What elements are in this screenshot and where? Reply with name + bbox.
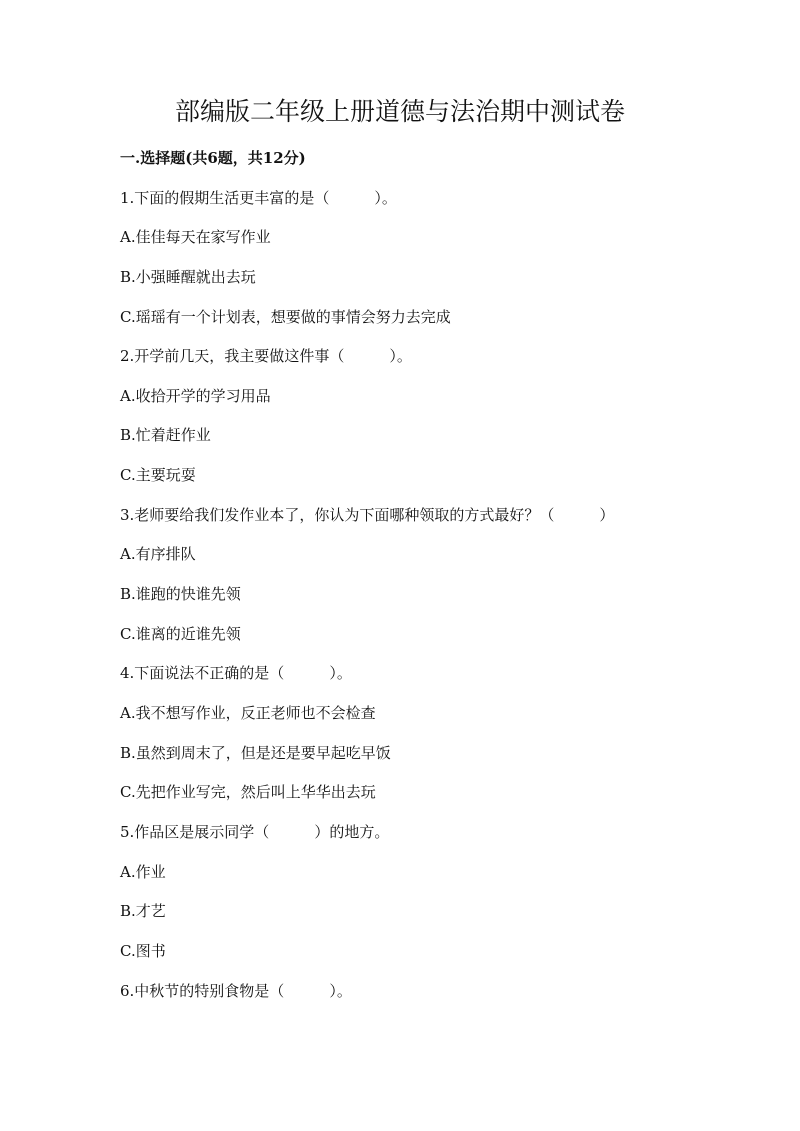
question-option: C.瑶瑶有一个计划表，想要做的事情会努力去完成: [120, 308, 451, 326]
question-option: C.图书: [120, 942, 166, 960]
page-title: 部编版二年级上册道德与法治期中测试卷: [174, 97, 625, 126]
question-option: A.作业: [120, 863, 166, 881]
question-stem: 5.作品区是展示同学（ ）的地方。: [120, 823, 390, 841]
question-stem: 4.下面说法不正确的是（ ）。: [120, 664, 352, 682]
question-option: C.谁离的近谁先领: [120, 625, 241, 643]
question-option: B.小强睡醒就出去玩: [120, 268, 256, 286]
question-option: C.主要玩耍: [120, 466, 196, 484]
question-option: C.先把作业写完，然后叫上华华出去玩: [120, 783, 376, 801]
question-option: B.虽然到周末了，但是还是要早起吃早饭: [120, 744, 391, 762]
question-stem: 2.开学前几天，我主要做这件事（ ）。: [120, 347, 412, 365]
question-option: A.有序排队: [120, 545, 196, 563]
question-option: B.忙着赶作业: [120, 426, 211, 444]
question-option: B.谁跑的快谁先领: [120, 585, 241, 603]
section-heading: 一.选择题(共6题，共12分): [120, 149, 306, 167]
question-stem: 6.中秋节的特别食物是（ ）。: [120, 982, 352, 1000]
question-option: A.收拾开学的学习用品: [120, 387, 271, 405]
question-stem: 1.下面的假期生活更丰富的是（ ）。: [120, 189, 397, 207]
question-option: B.才艺: [120, 902, 166, 920]
question-option: A.我不想写作业，反正老师也不会检查: [120, 704, 376, 722]
question-stem: 3.老师要给我们发作业本了，你认为下面哪种领取的方式最好？（ ）: [120, 506, 615, 524]
question-option: A.佳佳每天在家写作业: [120, 228, 271, 246]
